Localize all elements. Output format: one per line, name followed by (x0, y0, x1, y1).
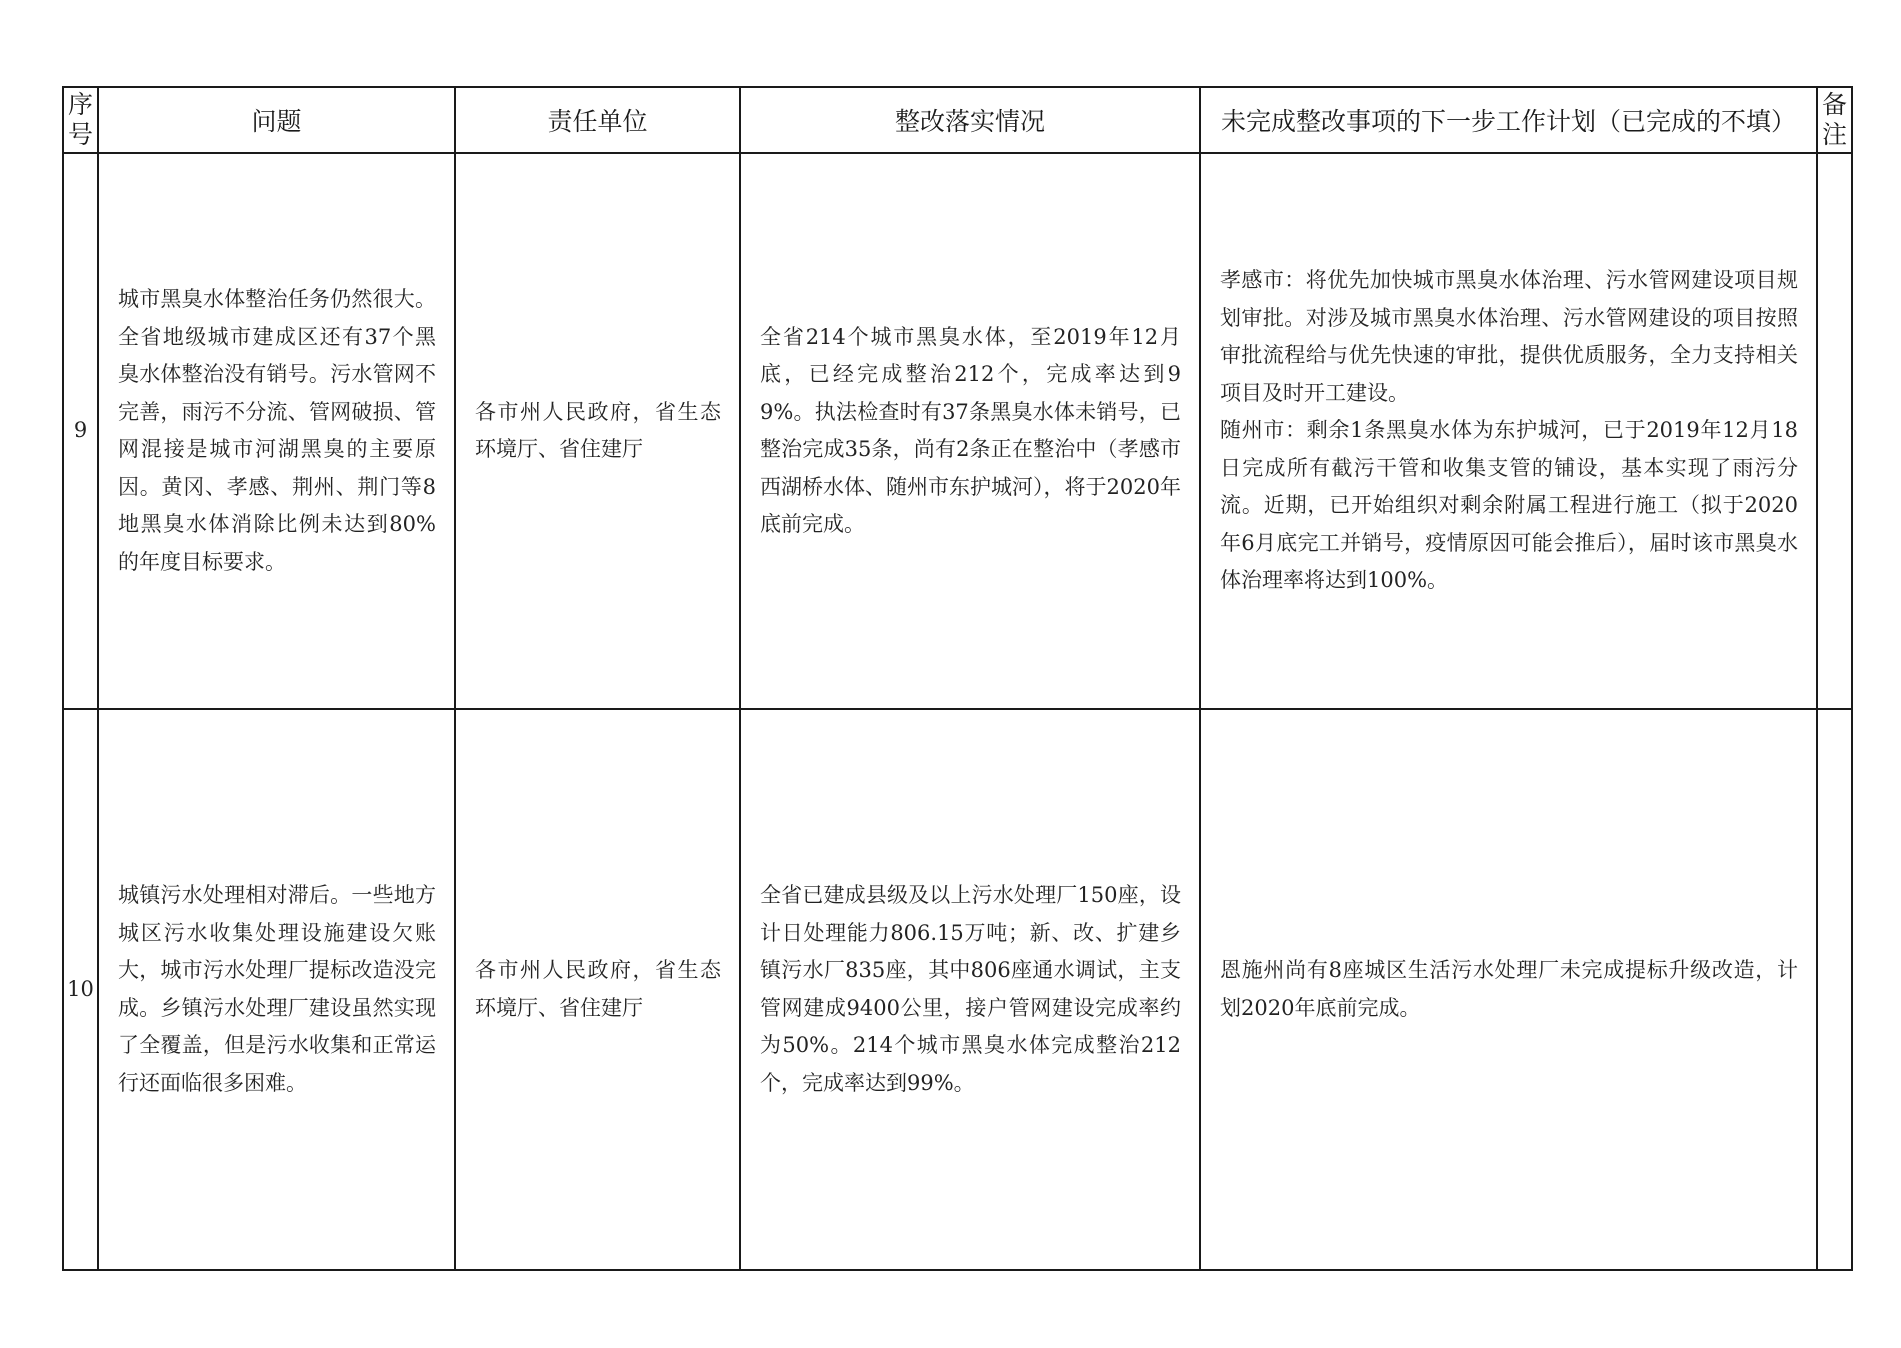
row-remark (1817, 153, 1852, 709)
row-responsible: 各市州人民政府，省生态环境厅、省住建厅 (455, 153, 740, 709)
header-plan: 未完成整改事项的下一步工作计划（已完成的不填） (1200, 87, 1817, 153)
table-row (63, 709, 1852, 1270)
row-status: 全省已建成县级及以上污水处理厂150座，设计日处理能力806.15万吨；新、改、扩建乡镇污水厂835座，其中806座通水调试，主支管网建成9400公里，接户管网建设完成率约为50%。214个城市黑臭水体完成整治212个，完成率达到99%。 (740, 709, 1200, 1270)
header-remark: 备注 (1817, 87, 1852, 153)
row-remark (1817, 709, 1852, 1270)
row-responsible: 各市州人民政府，省生态环境厅、省住建厅 (455, 709, 740, 1270)
header-responsible: 责任单位 (455, 87, 740, 153)
row-seq: 9 (63, 153, 98, 709)
table-row (63, 153, 1852, 709)
row-issue: 城镇污水处理相对滞后。一些地方城区污水收集处理设施建设欠账大，城市污水处理厂提标改造没完成。乡镇污水处理厂建设虽然实现了全覆盖，但是污水收集和正常运行还面临很多困难。 (98, 709, 455, 1270)
row-seq: 10 (63, 709, 98, 1270)
rectification-table (62, 86, 1853, 1271)
table-header-row (63, 87, 1852, 153)
row-plan: 恩施州尚有8座城区生活污水处理厂未完成提标升级改造，计划2020年底前完成。 (1200, 709, 1817, 1270)
row-status: 全省214个城市黑臭水体，至2019年12月底，已经完成整治212个，完成率达到99%。执法检查时有37条黑臭水体未销号，已整治完成35条，尚有2条正在整治中（孝感市西湖桥水体、随州市东护城河），将于2020年底前完成。 (740, 153, 1200, 709)
header-seq: 序号 (63, 87, 98, 153)
header-status: 整改落实情况 (740, 87, 1200, 153)
row-plan: 孝感市：将优先加快城市黑臭水体治理、污水管网建设项目规划审批。对涉及城市黑臭水体治理、污水管网建设的项目按照审批流程给与优先快速的审批，提供优质服务，全力支持相关项目及时开工建设。 随州市：剩余1条黑臭水体为东护城河，已于2019年12月18日完成所有截污干管和收集支管的铺设，基本实现了雨污分流。近期，已开始组织对剩余附属工程进行施工（拟于2020年6月底完工并销号，疫情原因可能会推后），届时该市黑臭水体治理率将达到100%。 (1200, 153, 1817, 709)
header-issue: 问题 (98, 87, 455, 153)
row-issue: 城市黑臭水体整治任务仍然很大。全省地级城市建成区还有37个黑臭水体整治没有销号。污水管网不完善，雨污不分流、管网破损、管网混接是城市河湖黑臭的主要原因。黄冈、孝感、荆州、荆门等8地黑臭水体消除比例未达到80%的年度目标要求。 (98, 153, 455, 709)
